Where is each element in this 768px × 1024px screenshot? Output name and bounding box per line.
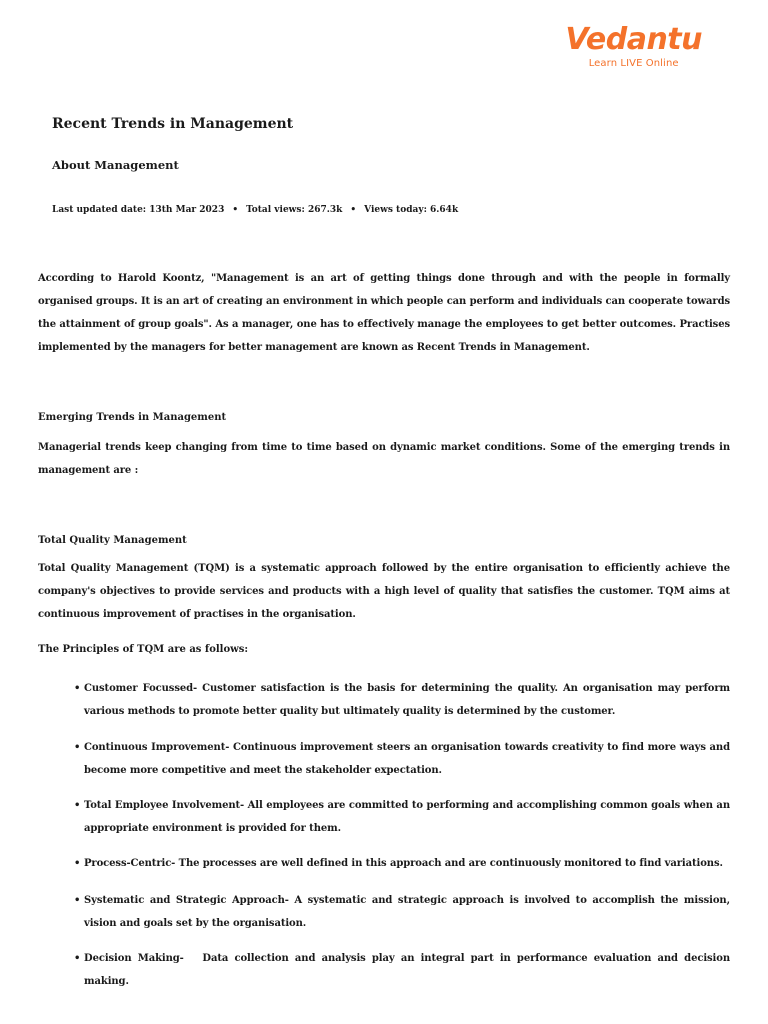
meta-separator: •	[350, 205, 357, 215]
logo-tagline: Learn LIVE Online	[588, 58, 679, 69]
article-meta	[52, 205, 458, 215]
total-views: Total views: 267.3k	[246, 205, 343, 215]
emerging-trends-paragraph: Managerial trends keep changing from time to time based on dynamic market conditions. Some of the emerging trends in management are :	[38, 442, 730, 476]
bullet: •	[74, 895, 81, 906]
principle-text: Process-Centric- The processes are well defined in this approach and are continuously monitored to find variations.	[84, 858, 723, 869]
emerging-trends-heading: Emerging Trends in Management	[38, 412, 227, 423]
views-today: Views today: 6.64k	[364, 205, 459, 215]
list-item	[74, 852, 730, 875]
page-title: Recent Trends in Management	[52, 116, 294, 132]
intro-paragraph: According to Harold Koontz, "Management is an art of getting things done through and with the people in formally organised groups. It is an art of creating an environment in which people can perform and individuals can cooperate towards the attainment of group goals". As a manager, one has to effectively manage the employees to get better outcomes. Practises implemented by the managers for better management are known as Recent Trends in Management.	[38, 273, 730, 353]
principle-text: Customer Focussed- Customer satisfaction is the basis for determining the quality. An organisation may perform various methods to promote better quality but ultimately quality is determined by the customer.	[84, 683, 730, 717]
bullet: •	[74, 683, 81, 694]
principle-text: Decision Making- Data collection and analysis play an integral part in performance evaluation and decision making.	[84, 953, 734, 987]
bullet: •	[74, 742, 81, 753]
tqm-principles-heading: The Principles of TQM are as follows:	[38, 644, 249, 655]
principle-text: Total Employee Involvement- All employees are committed to performing and accomplishing common goals when an appropriate environment is provided for them.	[84, 800, 730, 834]
bullet: •	[74, 858, 81, 869]
bullet: •	[74, 953, 81, 964]
tqm-paragraph: Total Quality Management (TQM) is a systematic approach followed by the entire organisation to efficiently achieve the company's objectives to provide services and products with a high level of quality that satisfies the customer. TQM aims at continuous improvement of practises in the organisation.	[38, 563, 730, 620]
list-item	[74, 794, 730, 840]
page-subtitle: About Management	[52, 158, 179, 172]
last-updated: Last updated date: 13th Mar 2023	[52, 205, 225, 215]
principle-text: Systematic and Strategic Approach- A systematic and strategic approach is involved to accomplish the mission, vision and goals set by the organisation.	[84, 895, 730, 929]
list-item	[74, 947, 734, 993]
vedantu-logo	[565, 24, 702, 70]
tqm-heading: Total Quality Management	[38, 535, 187, 546]
list-item	[74, 736, 730, 782]
bullet: •	[74, 800, 81, 811]
list-item	[74, 677, 730, 723]
meta-separator: •	[232, 205, 239, 215]
principle-text: Continuous Improvement- Continuous improvement steers an organisation towards creativity to find more ways and become more competitive and meet the stakeholder expectation.	[84, 742, 730, 776]
list-item	[74, 889, 730, 935]
logo-wordmark: Vedantu	[565, 22, 702, 57]
